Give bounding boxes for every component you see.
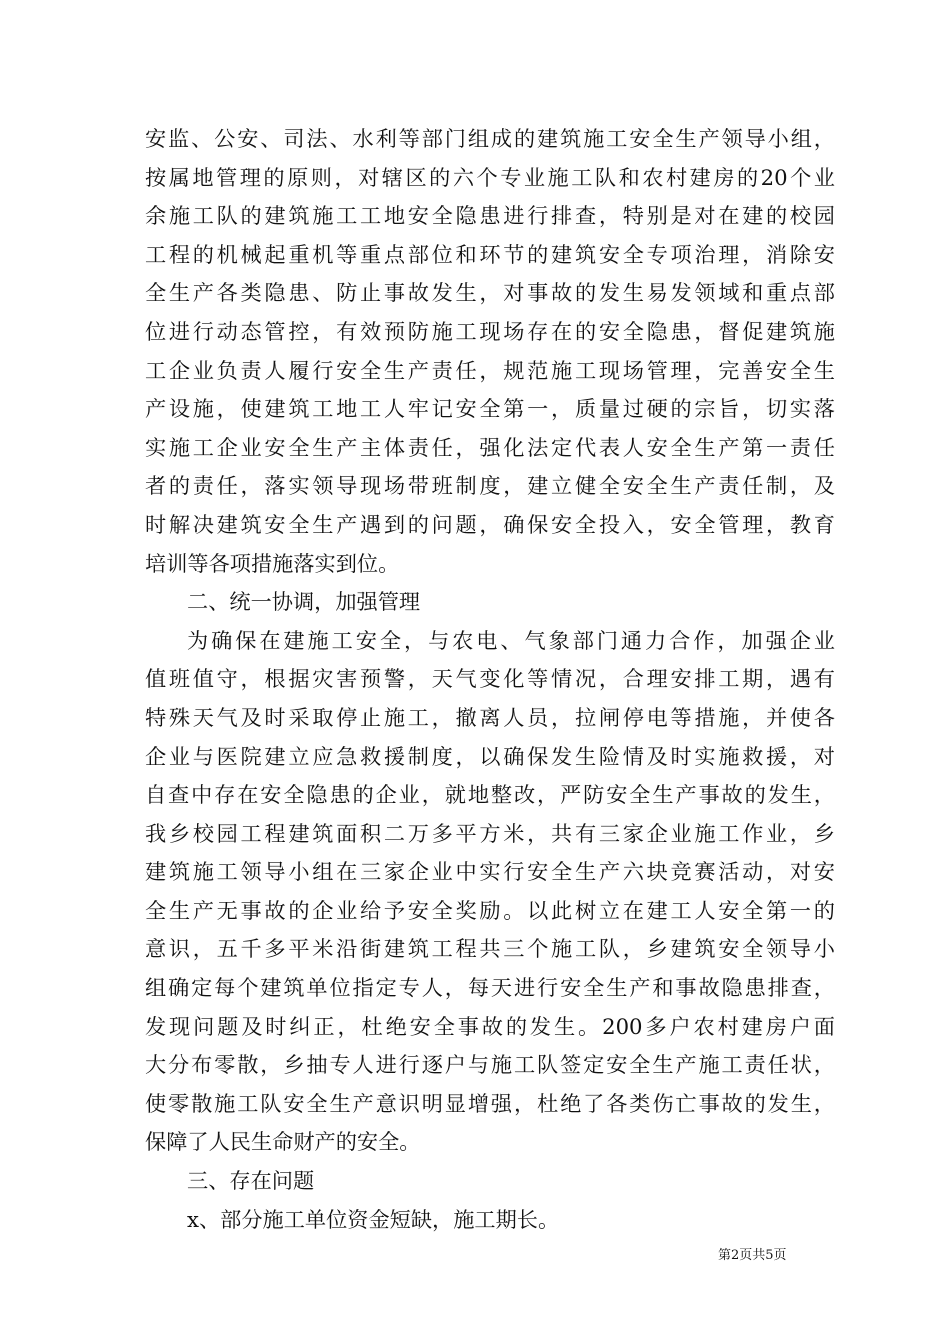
text-line: 保障了人民生命财产的安全。 — [145, 1129, 421, 1155]
text-line: 全生产各类隐患、防止事故发生，对事故的发生易发领域和重点部 — [145, 280, 835, 306]
text-line: 使零散施工队安全生产意识明显增强，杜绝了各类伤亡事故的发生， — [145, 1090, 835, 1116]
text-line: 时解决建筑安全生产遇到的问题，确保安全投入，安全管理，教育 — [145, 511, 835, 537]
text-line: x、部分施工单位资金短缺，施工期长。 — [187, 1206, 560, 1232]
text-line: 自查中存在安全隐患的企业，就地整改，严防安全生产事故的发生， — [145, 782, 835, 808]
text-line: 产设施，使建筑工地工人牢记安全第一，质量过硬的宗旨，切实落 — [145, 396, 835, 422]
text-line: 企业与医院建立应急救援制度，以确保发生险情及时实施救援，对 — [145, 743, 835, 769]
text-line: 值班值守，根据灾害预警，天气变化等情况，合理安排工期，遇有 — [145, 666, 835, 692]
text-line: 安监、公安、司法、水利等部门组成的建筑施工安全生产领导小组， — [145, 126, 835, 151]
text-line: 我乡校园工程建筑面积二万多平方米，共有三家企业施工作业，乡 — [145, 820, 835, 846]
text-line: 组确定每个建筑单位指定专人，每天进行安全生产和事故隐患排查， — [145, 975, 835, 1001]
text-line: 发现问题及时纠正，杜绝安全事故的发生。200多户农村建房户面 — [145, 1013, 835, 1039]
text-line: 培训等各项措施落实到位。 — [145, 550, 400, 576]
text-line: 全生产无事故的企业给予安全奖励。以此树立在建工人安全第一的 — [145, 897, 835, 923]
text-line: 工企业负责人履行安全生产责任，规范施工现场管理，完善安全生 — [145, 357, 835, 383]
text-line: 为确保在建施工安全，与农电、气象部门通力合作，加强企业 — [187, 627, 835, 653]
text-line: 特殊天气及时采取停止施工，撤离人员，拉闸停电等措施，并使各 — [145, 704, 835, 730]
text-line: 二、统一协调，加强管理 — [187, 589, 421, 615]
text-line: 大分布零散，乡抽专人进行逐户与施工队签定安全生产施工责任状， — [145, 1052, 835, 1078]
body-text — [145, 120, 835, 1239]
text-line: 工程的机械起重机等重点部位和环节的建筑安全专项治理，消除安 — [145, 241, 835, 267]
text-line: 位进行动态管控，有效预防施工现场存在的安全隐患，督促建筑施 — [145, 318, 835, 344]
page-footer: 第2页共5页 — [718, 1248, 787, 1263]
text-line: 余施工队的建筑施工工地安全隐患进行排查，特别是对在建的校园 — [145, 203, 835, 229]
text-line: 实施工企业安全生产主体责任，强化法定代表人安全生产第一责任 — [145, 434, 835, 460]
text-line: 者的责任，落实领导现场带班制度，建立健全安全生产责任制，及 — [145, 473, 835, 499]
text-line: 意识，五千多平米沿街建筑工程共三个施工队，乡建筑安全领导小 — [145, 936, 835, 962]
text-line: 按属地管理的原则，对辖区的六个专业施工队和农村建房的20个业 — [145, 164, 835, 190]
text-line: 建筑施工领导小组在三家企业中实行安全生产六块竞赛活动，对安 — [145, 859, 835, 885]
text-line: 三、存在问题 — [187, 1168, 315, 1194]
